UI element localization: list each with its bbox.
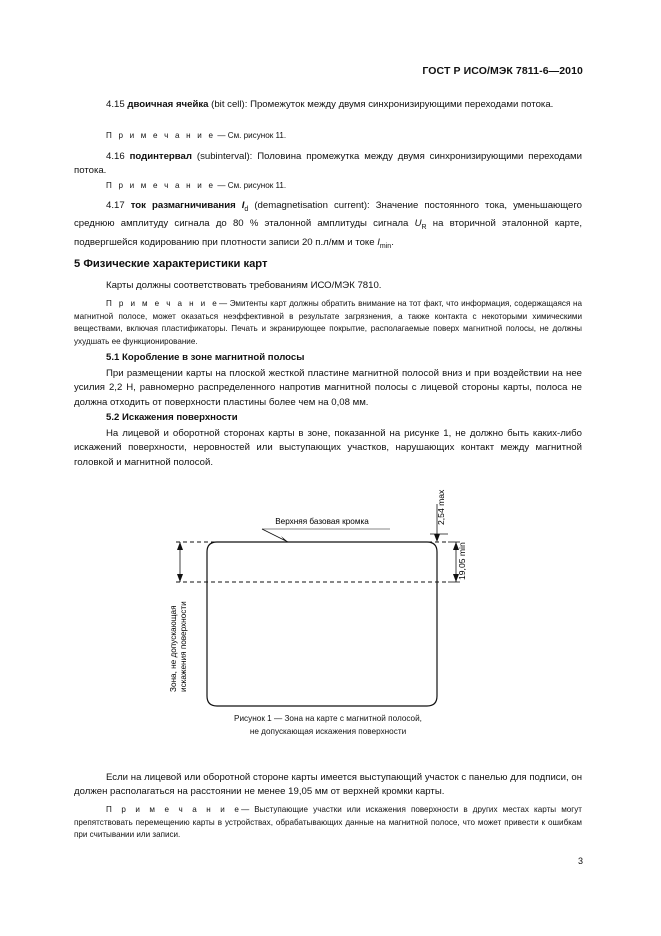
term: ток размагничивания [130, 200, 236, 211]
note-label: П р и м е ч а н и е [106, 181, 216, 190]
dim-arrow [177, 574, 183, 582]
card-outline [207, 542, 437, 706]
document-header: ГОСТ Р ИСО/МЭК 7811-6—2010 [422, 65, 583, 77]
section-number: 4.15 [106, 99, 125, 110]
dim-arrow [434, 534, 440, 542]
note-text: — См. рисунок 11. [215, 181, 287, 190]
note-final [74, 804, 582, 842]
definition: (subinterval): Половина промежутка между двумя синхронизирующими переходами потока. [74, 151, 582, 177]
dim-arrow [177, 542, 183, 550]
caption-line: не допускающая искажения поверхности [249, 727, 407, 736]
caption-line: Рисунок 1 — Зона на карте с магнитной полосой, [234, 714, 422, 723]
page-number: 3 [577, 856, 583, 866]
section-5-title: 5 Физические характеристики карт [74, 258, 268, 270]
symbol: U [414, 218, 422, 230]
definition: (bit cell): Промежуток между двумя синхронизирующими переходами потока. [211, 99, 554, 110]
note-text: — Эмитенты карт должны обратить внимание на тот факт, что информация, содержащаяся на магнитной полосе, может оказаться неэффективной в результате загрязнения, а также контакта с некоторыми химическими веществами, включая пластификаторы. Печать и экранирующее покрытие, располагаемые поверх магнитной полосы, не должны ухудшать ее функционирование. [74, 299, 583, 346]
symbol-subscript: R [421, 224, 427, 232]
section-5-1-title: 5.1 Коробление в зоне магнитной полосы [106, 352, 305, 363]
note-label: П р и м е ч а н и е [106, 299, 219, 308]
section-number: 4.16 [106, 151, 125, 162]
symbol-subscript: d [244, 205, 249, 213]
dim-min-label: 19,05 min [457, 542, 467, 580]
section-5-2-text: На лицевой и оборотной сторонах карты в зоне, показанной на рисунке 1, не должно быть каких-либо искажений поверхности, неровностей или выступающих участков, нарушающих контакт между магнитной головкой и магнитной полосой. [74, 428, 582, 468]
section-number: 4.17 [106, 200, 125, 211]
definition-part: на вторичной эталонной карте, подвергшейся кодированию при плотности записи 20 п.л/мм и токе [74, 218, 582, 248]
dim-max-label: 2,54 max [436, 489, 446, 525]
note-label: П р и м е ч а н и е [106, 805, 242, 814]
paragraph-signature-panel: Если на лицевой или оборотной стороне карты имеется выступающий участок с панелью для подписи, он должен располагаться на расстоянии не менее 19,05 мм от верхней кромки карты. [74, 772, 582, 798]
symbol-subscript: min [379, 242, 392, 250]
section-5-2-title: 5.2 Искажения поверхности [106, 412, 238, 423]
figure-caption [74, 712, 582, 738]
term: двоичная ячейка [127, 99, 209, 110]
note-label: П р и м е ч а н и е [106, 131, 216, 140]
term: подинтервал [129, 151, 192, 162]
section-5-1-text: При размещении карты на плоской жесткой пластине магнитной полосой вниз и при воздействии на нее усилия 2,2 Н, равномерно распределенного напротив магнитной полосы с лицевой стороны карты, полоса не должна отходить от поверхности пластины более чем на 0,08 мм. [74, 368, 582, 408]
note-text: — Выступающие участки или искажения поверхности в других местах карты могут препятствовать перемещению карты в устройствах, обрабатывающих данные на магнитной полосе, что может привести к ошибкам при считывании или записи. [74, 805, 582, 840]
zone-label-line1: Зона, не допускающая [169, 605, 178, 692]
symbol: I [241, 200, 245, 211]
zone-label-line2: искажения поверхности [179, 601, 188, 692]
top-edge-label: Верхняя базовая кромка [275, 517, 369, 526]
definition-part: . [391, 236, 394, 248]
symbol: I [377, 236, 380, 248]
note-text: — См. рисунок 11. [215, 131, 287, 140]
definition-part: (demagnetisation current): Значение постоянного тока, уменьшающего среднюю амплитуду сигнала до 80 % эталонной амплитуды сигнала [74, 200, 582, 230]
section-5-text: Карты должны соответствовать требованиям ИСО/МЭК 7810. [106, 280, 382, 291]
